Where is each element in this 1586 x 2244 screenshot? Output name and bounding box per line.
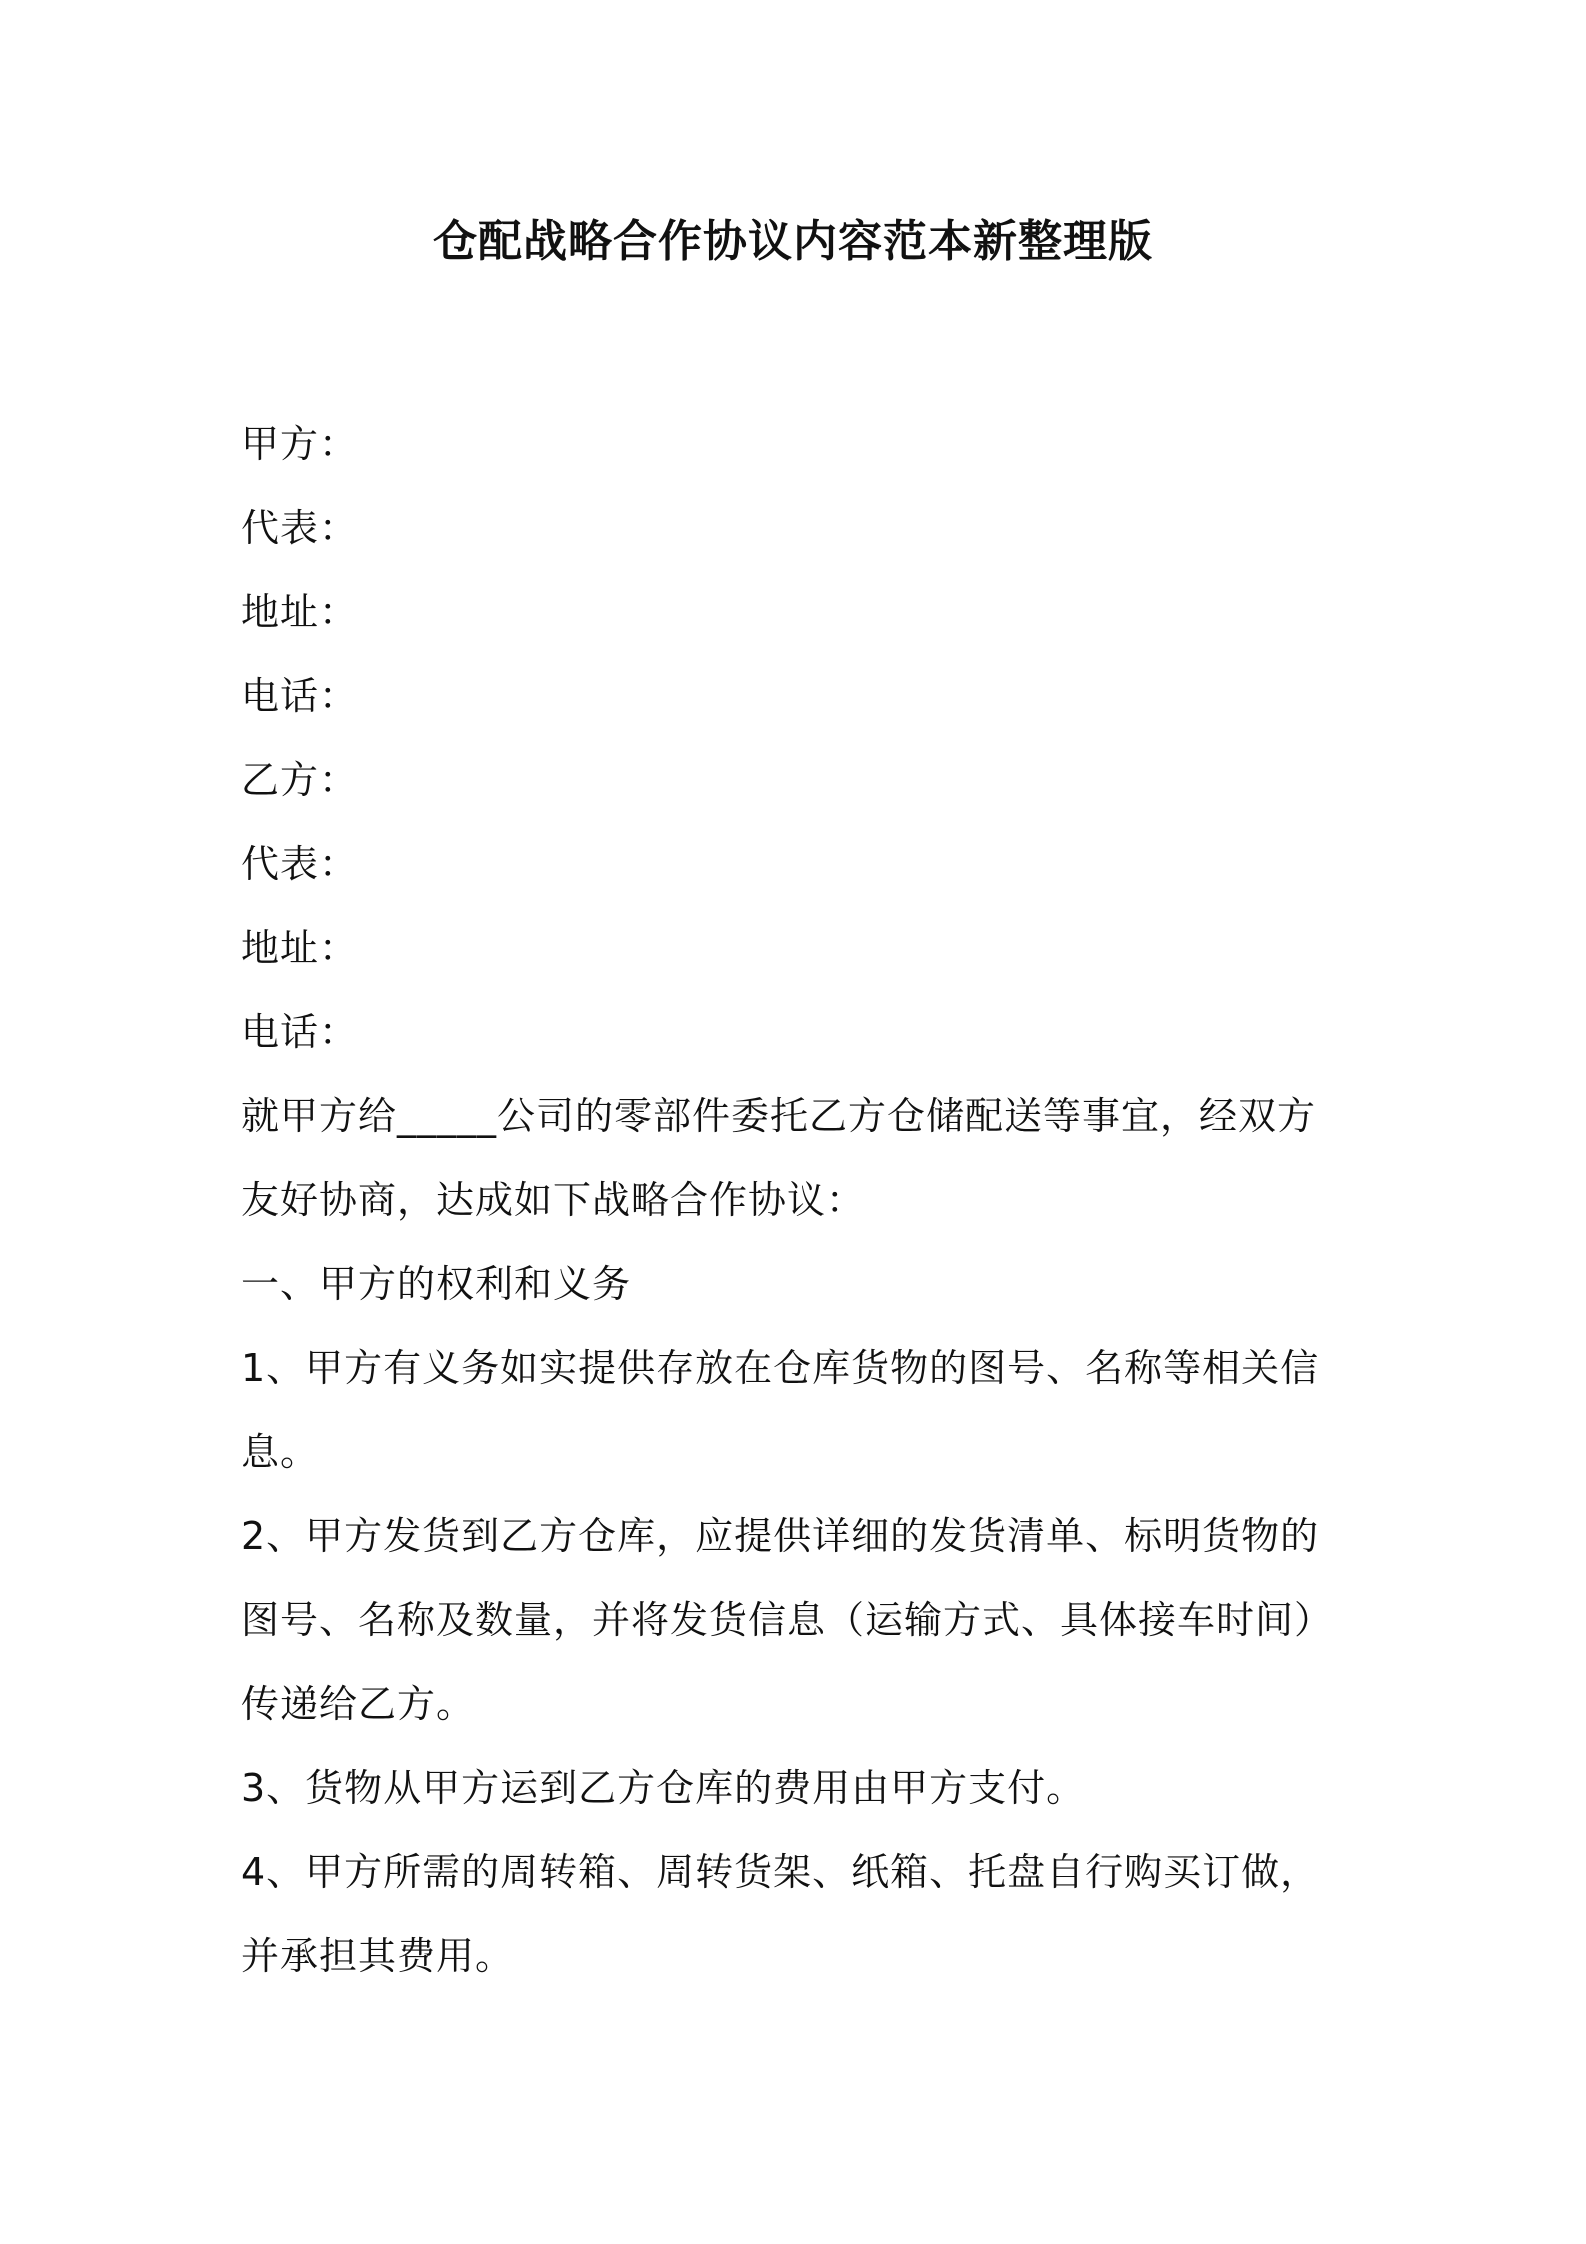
clause-item: 1、甲方有义务如实提供存放在仓库货物的图号、名称等相关信息。 [241,1346,1320,1474]
party-b-phone: 电话： [241,1010,359,1054]
document-title: 仓配战略合作协议内容范本新整理版 [433,216,1153,267]
clause-item: 2、甲方发货到乙方仓库，应提供详细的发货清单、标明货物的图号、名称及数量，并将发货信息（运输方式、具体接车时间）传递给乙方。 [241,1514,1334,1726]
intro-paragraph: 就甲方给_____公司的零部件委托乙方仓储配送等事宜，经双方友好协商，达成如下战略合作协议： [241,1094,1317,1222]
clause-item: 4、甲方所需的周转箱、周转货架、纸箱、托盘自行购买订做，并承担其费用。 [241,1850,1320,1978]
document-body [241,402,1353,1998]
party-b-representative: 代表： [241,842,359,886]
party-b-label: 乙方： [241,758,359,802]
party-a-label: 甲方： [241,422,359,466]
section-heading: 一、甲方的权利和义务 [241,1262,632,1306]
clause-item: 3、货物从甲方运到乙方仓库的费用由甲方支付。 [241,1766,1086,1810]
party-b-address: 地址： [241,926,359,970]
party-a-phone: 电话： [241,674,359,718]
party-a-representative: 代表： [241,506,359,550]
party-a-address: 地址： [241,590,359,634]
